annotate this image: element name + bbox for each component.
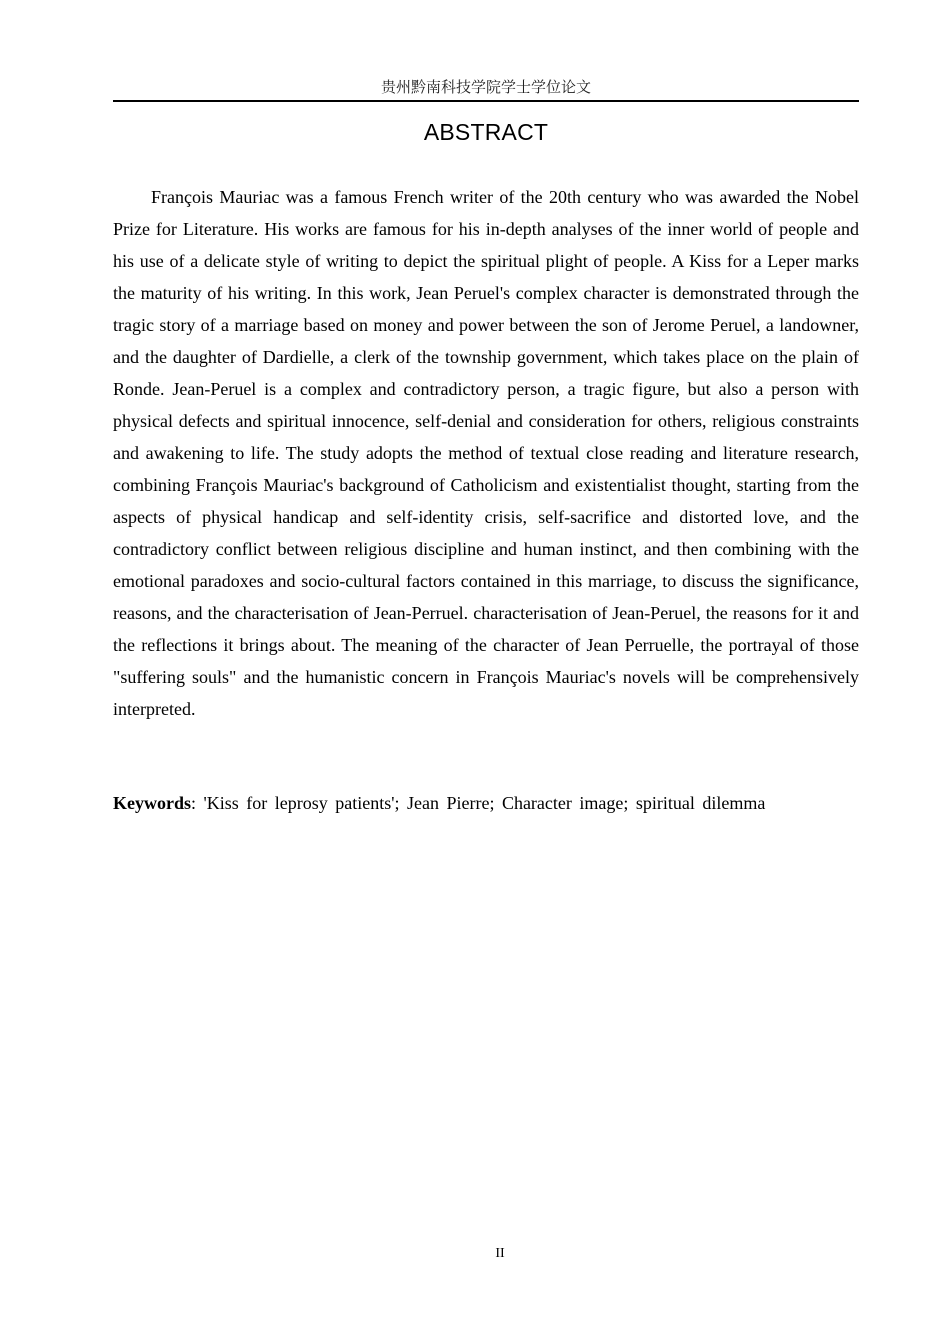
page-number: II — [495, 1246, 505, 1261]
header-rule — [113, 100, 859, 102]
keywords-separator: : — [191, 793, 197, 813]
abstract-title: ABSTRACT — [423, 119, 549, 145]
running-header: 贵州黔南科技学院学士学位论文 — [380, 78, 591, 96]
keywords-line — [113, 787, 859, 819]
keywords-text: 'Kiss for leprosy patients'; Jean Pierre; Character image; spiritual dilemma — [203, 793, 766, 813]
abstract-paragraph: François Mauriac was a famous French writer of the 20th century who was awarded the Nobel Prize for Literature. His works are famous for his in-depth analyses of the inner world of people and his use of a delicate style of writing to depict the spiritual plight of people. A Kiss for a Leper marks the maturity of his writing. In this work, Jean Peruel's complex character is demonstrated through the tragic story of a marriage based on money and power between the son of Jerome Peruel, a landowner, and the daughter of Dardielle, a clerk of the township government, which takes place on the plain of Ronde. Jean-Peruel is a complex and contradictory person, a tragic figure, but also a person with physical defects and spiritual innocence, self-denial and consideration for others, religious constraints and awakening to life. The study adopts the method of textual close reading and literature research, combining François Mauriac's background of Catholicism and existentialist thought, starting from the aspects of physical handicap and self-identity crisis, self-sacrifice and distorted love, and the contradictory conflict between religious discipline and human instinct, and then combining with the emotional paradoxes and socio-cultural factors contained in this marriage, to discuss the significance, reasons, and the characterisation of Jean-Perruel. characterisation of Jean-Peruel, the reasons for it and the reflections it brings about. The meaning of the character of Jean Perruelle, the portrayal of those "suffering souls" and the humanistic concern in François Mauriac's novels will be comprehensively interpreted. — [113, 187, 859, 719]
keywords-label: Keywords — [113, 793, 191, 813]
